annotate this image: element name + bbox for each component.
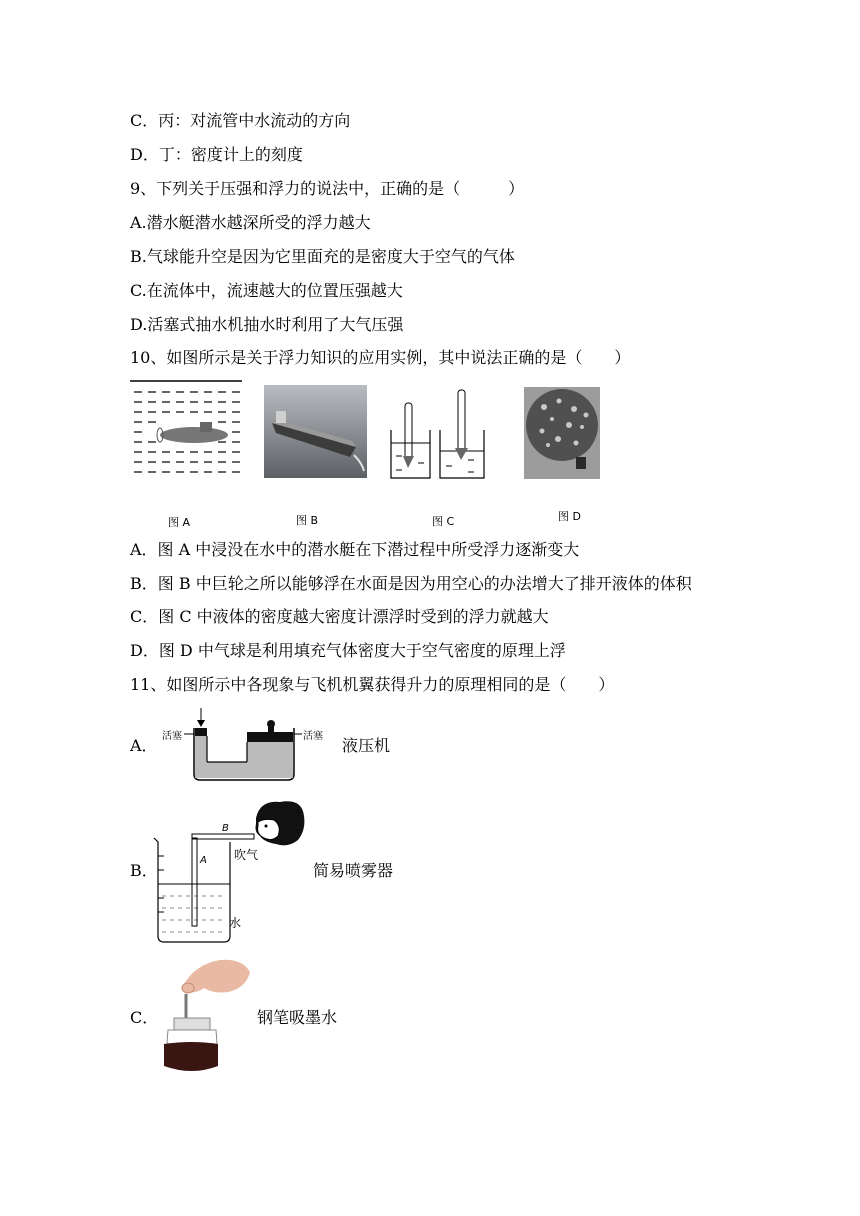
q11-option-c-text: 钢笔吸墨水: [257, 1008, 338, 1027]
q11-option-a-text: 液压机: [342, 736, 391, 755]
caption-figure-b: 图 B: [296, 514, 319, 527]
q9-option-b: B.气球能升空是因为它里面充的是密度大于空气的气体: [130, 247, 515, 266]
label-tube-a: A: [200, 855, 207, 866]
q10-option-b: B．图 B 中巨轮之所以能够浮在水面是因为用空心的办法增大了排开液体的体积: [130, 574, 692, 593]
q9-option-a: A.潜水艇潜水越深所受的浮力越大: [130, 213, 371, 232]
figure-simple-sprayer: [148, 796, 308, 946]
q8-option-d: D．丁：密度计上的刻度: [130, 145, 303, 164]
q10-option-a: A．图 A 中浸没在水中的潜水艇在下潜过程中所受浮力逐渐变大: [130, 540, 580, 559]
caption-figure-d: 图 D: [558, 510, 581, 523]
figure-hydraulic-press: [160, 706, 330, 784]
q9-option-c: C.在流体中，流速越大的位置压强越大: [130, 281, 403, 300]
question-10: 10、如图所示是关于浮力知识的应用实例，其中说法正确的是（ ）: [130, 348, 631, 367]
q11-option-c-letter: C．: [130, 1008, 159, 1027]
q10-option-d: D．图 D 中气球是利用填充气体密度大于空气密度的原理上浮: [130, 641, 566, 660]
figure-fountain-pen-ink: [156, 958, 252, 1076]
figure-d-balloon: [524, 387, 600, 479]
q11-option-b-letter: B．: [130, 861, 158, 880]
figure-c-hydrometers: [388, 388, 488, 483]
figure-b-ship: [264, 385, 367, 478]
label-tube-b: B: [222, 823, 229, 834]
label-blow: 吹气: [234, 848, 259, 862]
figure-a-submarine: [130, 380, 242, 485]
q11-option-b-text: 简易喷雾器: [313, 861, 394, 880]
q11-option-a-letter: A．: [130, 736, 158, 755]
label-piston-left: 活塞: [162, 731, 182, 742]
caption-figure-a: 图 A: [168, 516, 191, 529]
label-piston-right: 活塞: [303, 731, 323, 742]
question-9: 9、下列关于压强和浮力的说法中，正确的是（ ）: [130, 179, 525, 198]
q8-option-c: C．丙：对流管中水流动的方向: [130, 111, 351, 130]
q9-option-d: D.活塞式抽水机抽水时利用了大气压强: [130, 315, 404, 334]
label-water: 水: [229, 916, 242, 930]
caption-figure-c: 图 C: [432, 515, 455, 528]
question-11: 11、如图所示中各现象与飞机机翼获得升力的原理相同的是（ ）: [130, 675, 615, 694]
q10-option-c: C．图 C 中液体的密度越大密度计漂浮时受到的浮力就越大: [130, 607, 549, 626]
